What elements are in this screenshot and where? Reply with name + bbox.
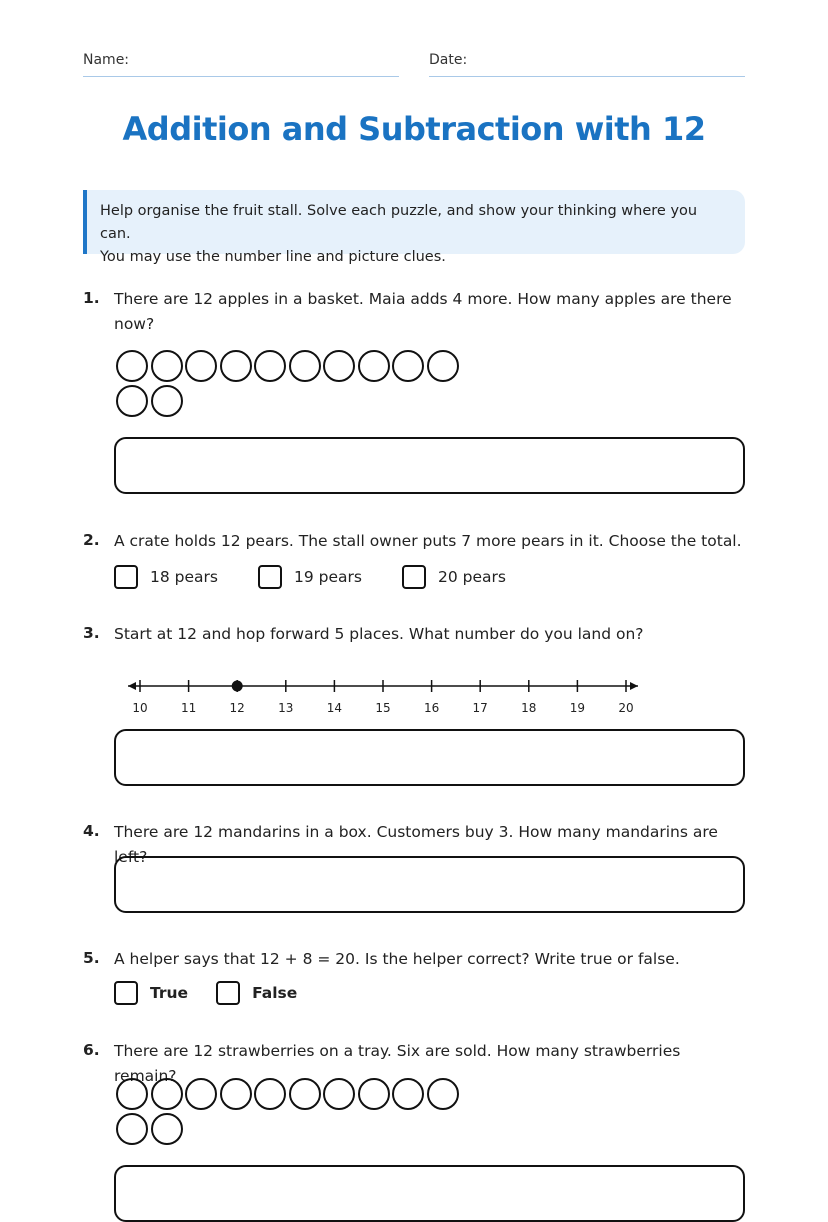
question-5-options: [114, 981, 297, 1005]
option-18-pears[interactable]: [114, 565, 218, 589]
question-4-answer-box[interactable]: [114, 856, 745, 913]
question-3-text: Start at 12 and hop forward 5 places. What number do you land on?: [114, 625, 644, 643]
question-3-answer-box[interactable]: [114, 729, 745, 786]
question-5-number: 5.: [83, 949, 100, 967]
counter-circle: [116, 1113, 148, 1145]
number-line-label: 18: [521, 701, 537, 715]
counter-circle: [323, 350, 355, 382]
number-line-label: 13: [278, 701, 294, 715]
number-line-label: 17: [472, 701, 488, 715]
right-arrow-icon: [630, 682, 638, 690]
counter-circle: [289, 350, 321, 382]
number-line-label: 20: [618, 701, 634, 715]
counter-circle: [323, 1078, 355, 1110]
name-label: Name:: [83, 52, 130, 68]
counter-circle: [116, 350, 148, 382]
option-label: 20 pears: [437, 568, 506, 586]
number-line-label: 14: [326, 701, 343, 715]
number-line-label: 10: [132, 701, 148, 715]
question-1-number: 1.: [83, 289, 100, 307]
counter-circle: [185, 1078, 217, 1110]
question-6-text: There are 12 strawberries on a tray. Six are sold. How many strawberries remain?: [114, 1042, 681, 1085]
question-1-answer-box[interactable]: [114, 437, 745, 494]
counter-circle: [392, 350, 424, 382]
counter-circle: [289, 1078, 321, 1110]
name-field[interactable]: [83, 76, 399, 77]
intro-callout: [83, 190, 745, 265]
question-6-counters: [116, 1078, 536, 1148]
counter-circle: [151, 1078, 183, 1110]
left-arrow-icon: [128, 682, 136, 690]
counter-circle: [185, 350, 217, 382]
checkbox[interactable]: [258, 565, 282, 589]
number-line-marked-point: [232, 681, 243, 692]
question-3-number: 3.: [83, 624, 100, 642]
question-2-options: [114, 565, 506, 589]
counter-circle: [254, 350, 286, 382]
counter-circle: [427, 1078, 459, 1110]
question-1-counters: [116, 350, 536, 420]
question-6-answer-box[interactable]: [114, 1165, 745, 1222]
option-true[interactable]: [114, 981, 188, 1005]
counter-circle: [358, 350, 390, 382]
question-6-number: 6.: [83, 1041, 100, 1059]
counter-circle: [220, 350, 252, 382]
number-line-label: 16: [423, 701, 440, 715]
date-label: Date:: [429, 52, 468, 68]
checkbox[interactable]: [114, 981, 138, 1005]
checkbox[interactable]: [114, 565, 138, 589]
number-line-label: 11: [180, 701, 197, 715]
option-19-pears[interactable]: [258, 565, 362, 589]
option-label: 19 pears: [293, 568, 362, 586]
question-5-text: A helper says that 12 + 8 = 20. Is the helper correct? Write true or false.: [114, 950, 680, 968]
number-line-label: 12: [229, 701, 245, 715]
page-title: Addition and Subtraction with 12: [122, 110, 706, 148]
option-label: True: [150, 984, 189, 1002]
date-field[interactable]: [429, 76, 745, 77]
intro-line-2: You may use the number line and picture clues.: [100, 249, 446, 265]
intro-line-1: Help organise the fruit stall. Solve each puzzle, and show your thinking where you can.: [100, 203, 698, 242]
counter-circle: [427, 350, 459, 382]
counter-circle: [116, 1078, 148, 1110]
question-1-text: There are 12 apples in a basket. Maia adds 4 more. How many apples are there now?: [114, 290, 732, 333]
option-label: False: [252, 984, 298, 1002]
option-false[interactable]: [216, 981, 297, 1005]
counter-circle: [151, 385, 183, 417]
counter-circle: [392, 1078, 424, 1110]
question-2-text: A crate holds 12 pears. The stall owner puts 7 more pears in it. Choose the total.: [114, 532, 742, 550]
checkbox[interactable]: [216, 981, 240, 1005]
counter-circle: [254, 1078, 286, 1110]
question-4-text: There are 12 mandarins in a box. Customers buy 3. How many mandarins are left?: [114, 823, 718, 866]
option-label: 18 pears: [150, 568, 218, 586]
number-line-label: 19: [569, 701, 586, 715]
question-4-number: 4.: [83, 822, 100, 840]
option-20-pears[interactable]: [402, 565, 506, 589]
counter-circle: [151, 350, 183, 382]
counter-circle: [358, 1078, 390, 1110]
counter-circle: [151, 1113, 183, 1145]
checkbox[interactable]: [402, 565, 426, 589]
question-2-number: 2.: [83, 531, 100, 549]
counter-circle: [116, 385, 148, 417]
number-line-label: 15: [375, 701, 391, 715]
counter-circle: [220, 1078, 252, 1110]
number-line: [120, 672, 680, 722]
